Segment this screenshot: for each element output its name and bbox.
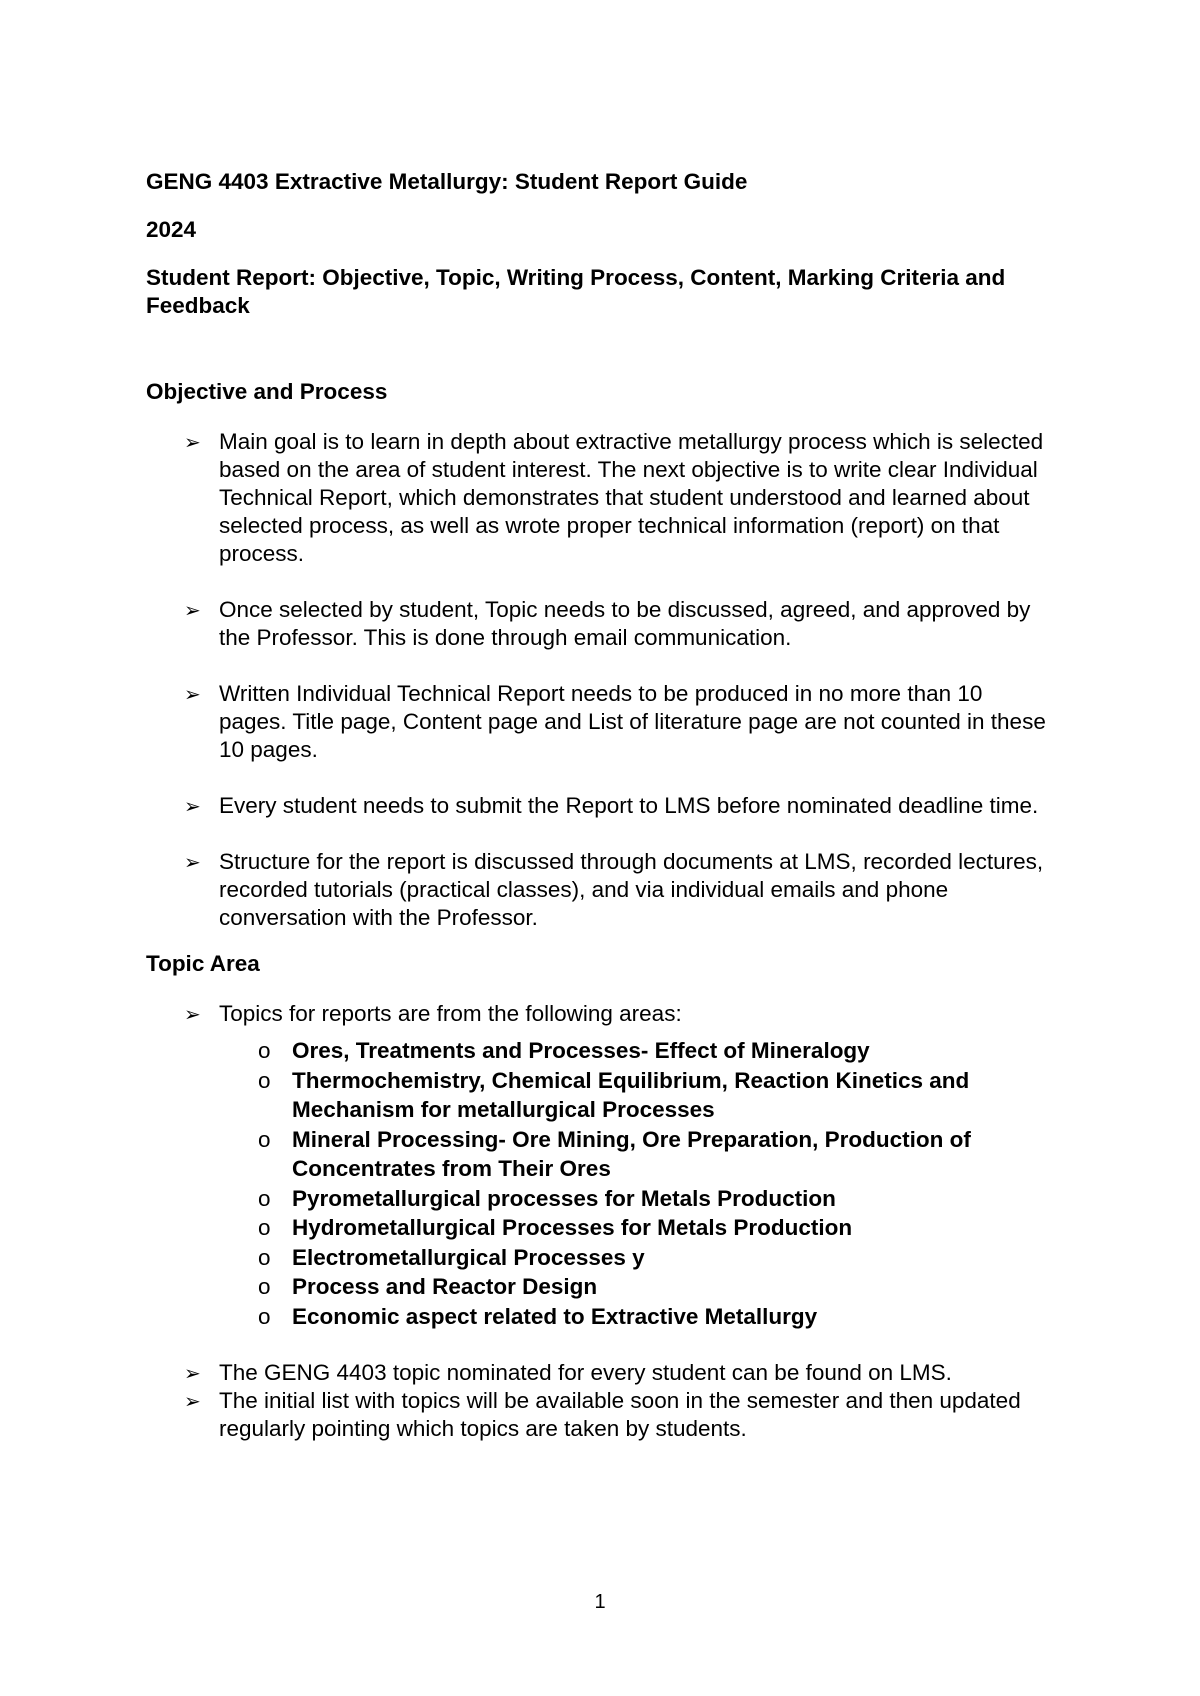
objective-list <box>146 428 1056 932</box>
list-item <box>146 1387 1056 1443</box>
arrowhead-bullet-icon: ➢ <box>184 1389 201 1413</box>
list-item <box>146 848 1056 932</box>
list-item <box>146 596 1056 652</box>
topic-area-text: Economic aspect related to Extractive Metallurgy <box>292 1303 818 1329</box>
topic-area-item <box>146 1302 1056 1332</box>
circle-bullet-icon: o <box>258 1244 271 1270</box>
topic-area-text: Process and Reactor Design <box>292 1274 598 1299</box>
list-item-text: Main goal is to learn in depth about extractive metallurgy process which is selected based on the area of student interest. The next objective is to write clear Individual Technical Report, which demonstrates that student understood and learned about selected process, as well as wrote proper technical information (report) on that process. <box>219 429 1044 566</box>
list-item-text: The GENG 4403 topic nominated for every student can be found on LMS. <box>219 1360 952 1385</box>
topic-areas-list <box>146 1036 1056 1331</box>
arrowhead-bullet-icon: ➢ <box>184 598 201 622</box>
topic-area-text: Mineral Processing- Ore Mining, Ore Preparation, Production of Concentrates from Their Ores <box>292 1126 971 1181</box>
list-item-text: Written Individual Technical Report needs to be produced in no more than 10 pages. Title page, Content page and List of literature page are not counted in these 10 pages. <box>219 681 1046 762</box>
list-item-text: The initial list with topics will be available soon in the semester and then updated regularly pointing which topics are taken by students. <box>219 1388 1021 1441</box>
document-year: 2024 <box>146 217 197 242</box>
arrowhead-bullet-icon: ➢ <box>184 430 201 454</box>
list-item <box>146 792 1056 820</box>
arrowhead-bullet-icon: ➢ <box>184 1002 201 1026</box>
list-item <box>146 1000 1056 1028</box>
circle-bullet-icon: o <box>258 1126 271 1152</box>
circle-bullet-icon: o <box>258 1038 271 1063</box>
topic-area-item <box>146 1036 1056 1066</box>
topic-area-text: Hydrometallurgical Processes for Metals Production <box>292 1215 853 1240</box>
list-item-text: Topics for reports are from the following areas: <box>219 1001 682 1026</box>
document-subtitle: Student Report: Objective, Topic, Writing Process, Content, Marking Criteria and Feedback <box>146 265 1006 318</box>
topic-notes-list <box>146 1359 1056 1443</box>
list-item <box>146 680 1056 764</box>
list-item-text: Structure for the report is discussed through documents at LMS, recorded lectures, recorded tutorials (practical classes), and via individual emails and phone conversation with the Professor. <box>219 849 1044 930</box>
document-title: GENG 4403 Extractive Metallurgy: Student Report Guide <box>146 169 748 194</box>
topic-area-item <box>146 1213 1056 1243</box>
list-item-text: Every student needs to submit the Report to LMS before nominated deadline time. <box>219 793 1039 818</box>
list-item-text: Once selected by student, Topic needs to be discussed, agreed, and approved by the Professor. This is done through email communication. <box>219 597 1031 650</box>
arrowhead-bullet-icon: ➢ <box>184 794 201 818</box>
topic-area-text: Pyrometallurgical processes for Metals Production <box>292 1185 836 1211</box>
topic-area-item <box>146 1066 1056 1125</box>
topic-area-item <box>146 1125 1056 1184</box>
arrowhead-bullet-icon: ➢ <box>184 682 201 706</box>
topic-area-text: Electrometallurgical Processes y <box>292 1244 645 1270</box>
objective-heading: Objective and Process <box>146 379 388 404</box>
list-item <box>146 428 1056 568</box>
document-body <box>146 168 1056 1443</box>
topic-area-item <box>146 1184 1056 1214</box>
arrowhead-bullet-icon: ➢ <box>184 850 201 874</box>
topic-area-item <box>146 1272 1056 1302</box>
topic-area-text: Thermochemistry, Chemical Equilibrium, Reaction Kinetics and Mechanism for metallurgical Processes <box>292 1067 970 1122</box>
topic-area-text: Ores, Treatments and Processes- Effect of Mineralogy <box>292 1038 870 1063</box>
circle-bullet-icon: o <box>258 1215 271 1240</box>
list-item <box>146 1359 1056 1387</box>
arrowhead-bullet-icon: ➢ <box>184 1361 201 1385</box>
topic-heading: Topic Area <box>146 951 260 976</box>
circle-bullet-icon: o <box>258 1303 271 1329</box>
topic-list <box>146 1000 1056 1028</box>
topic-area-item <box>146 1243 1056 1273</box>
page-number: 1 <box>594 1591 606 1613</box>
circle-bullet-icon: o <box>258 1274 271 1299</box>
circle-bullet-icon: o <box>258 1067 271 1093</box>
circle-bullet-icon: o <box>258 1185 271 1211</box>
